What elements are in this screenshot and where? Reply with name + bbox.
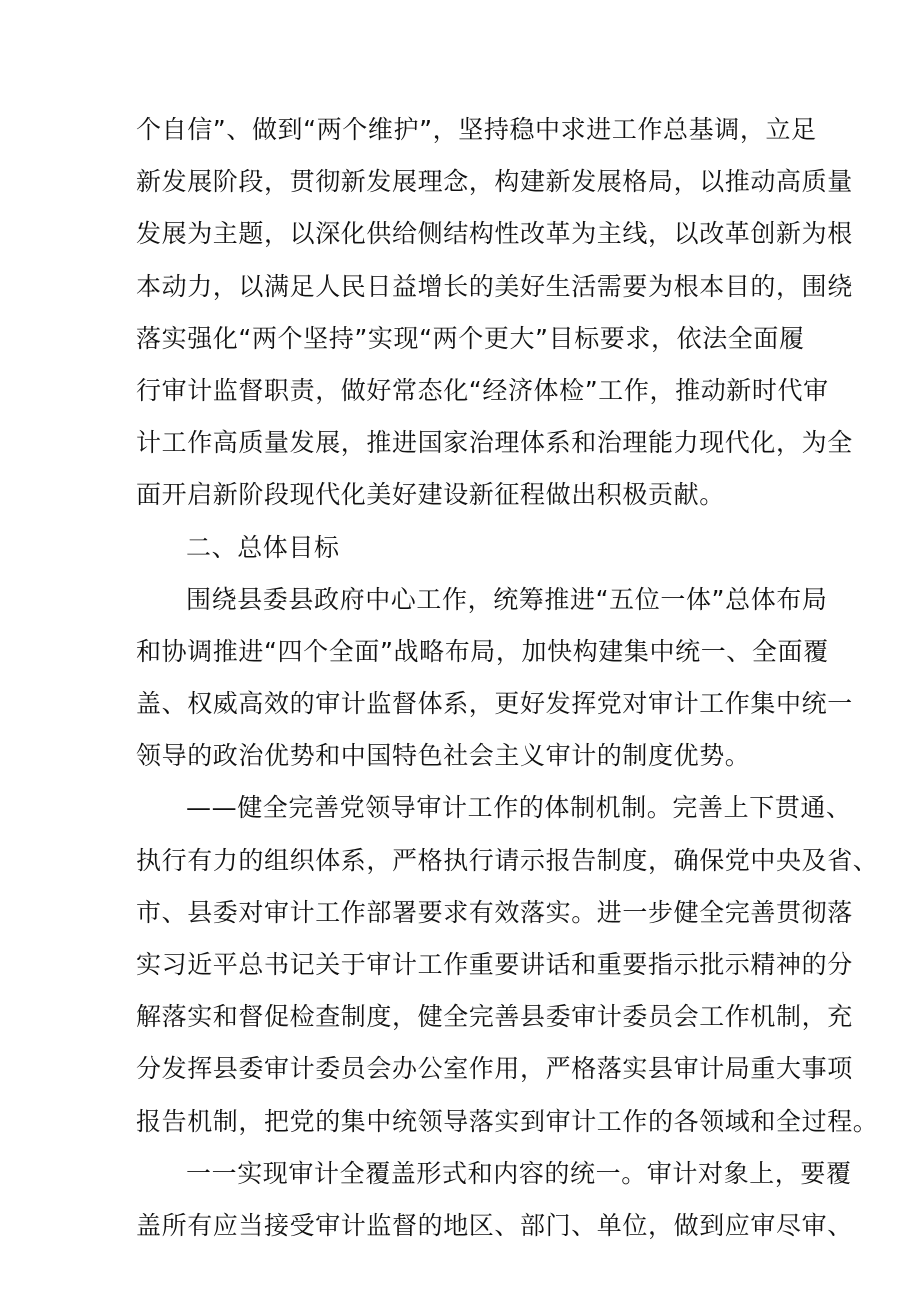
text-line: 解落实和督促检查制度，健全完善县委审计委员会工作机制，充 [136,1002,853,1032]
text-line: 发展为主题，以深化供给侧结构性改革为主线，以改革创新为根 [136,219,853,249]
text-line: 行审计监督职责，做好常态化“经济体检”工作，推动新时代审 [136,375,829,405]
text-line: 计工作高质量发展，推进国家治理体系和治理能力现代化，为全 [136,428,853,458]
text-line: 本动力，以满足人民日益增长的美好生活需要为根本目的，围绕 [136,271,853,301]
text-line: 领导的政治优势和中国特色社会主义审计的制度优势。 [136,741,751,771]
text-line: 实习近平总书记关于审计工作重要讲话和重要指示批示精神的分 [136,950,853,979]
text-line: 和协调推进“四个全面”战略布局，加快构建集中统一、全面覆 [136,636,829,666]
text-line: 盖、权威高效的审计监督体系，更好发挥党对审计工作集中统一 [136,689,853,719]
paragraph-start-line: 一一实现审计全覆盖形式和内容的统一。审计对象上，要覆 [186,1158,852,1188]
paragraph-start-line: 围绕县委县政府中心工作，统筹推进“五位一体”总体布局 [186,584,828,614]
section-heading: 二、总体目标 [186,532,340,562]
paragraph-start-line: ——健全完善党领导审计工作的体制机制。完善上下贯通、 [186,793,852,823]
document-body [136,104,879,1252]
text-line: 个自信”、做到“两个维护”，坚持稳中求进工作总基调，立足 [136,115,817,144]
text-line: 面开启新阶段现代化美好建设新征程做出积极贡献。 [136,480,725,510]
text-line: 报告机制，把党的集中统领导落实到审计工作的各领域和全过程。 [136,1106,879,1136]
text-line: 市、县委对审计工作部署要求有效落实。进一步健全完善贯彻落 [136,897,853,927]
text-line: 新发展阶段，贯彻新发展理念，构建新发展格局，以推动高质量 [136,167,853,197]
text-line: 分发挥县委审计委员会办公室作用，严格落实县审计局重大事项 [136,1054,853,1084]
text-line: 执行有力的组织体系，严格执行请示报告制度，确保党中央及省、 [136,845,879,875]
text-line: 盖所有应当接受审计监督的地区、部门、单位，做到应审尽审、 [136,1210,853,1240]
text-line: 落实强化“两个坚持”实现“两个更大”目标要求，依法全面履 [136,323,805,353]
